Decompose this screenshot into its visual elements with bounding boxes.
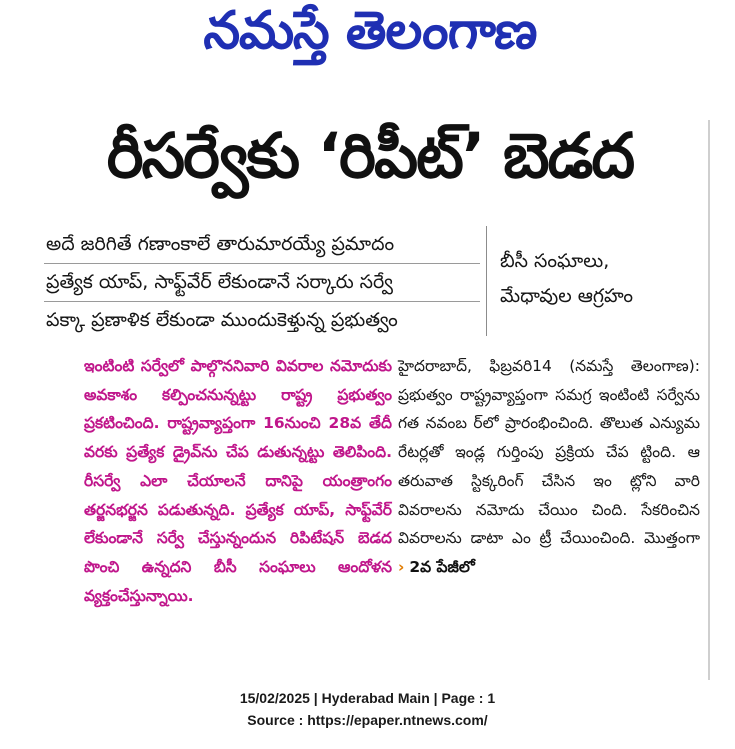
side-deck-line-2: మేధావుల ఆగ్రహం [500,285,634,307]
deck-line-2: ప్రత్యేక యాప్, సాఫ్ట్‌వేర్ లేకుండానే సర్కారు సర్వే [44,264,480,302]
article-headline: రీసర్వేకు ‘రిపీట్’ బెడద [106,119,634,192]
article-deck [44,226,480,339]
edition-info: 15/02/2025 | Hyderabad Main | Page : 1 [239,690,496,706]
continued-on-page-link[interactable] [398,558,475,576]
article-body [398,352,700,582]
source-link[interactable]: Source : https://epaper.ntnews.com/ [247,712,488,728]
deck-divider [486,226,487,336]
article-body-text: హైదరాబాద్, ఫిబ్రవరి14 (నమస్తే తెలంగాణ): ప్రభుత్వం రాష్ట్రవ్యాప్తంగా సమగ్ర ఇంటింటి సర్వేను గత నవంబ ర్‌లో ప్రారంభించింది. తొలుత ఎన్యుమ రేటర్లతో ఇండ్ల గుర్తింపు ప్రక్రియ చేప ట్టింది. ఆ తరువాత స్టిక్కరింగ్ చేసిన ఇం ట్లోని వారి వివరాలను నమోదు చేయిం చింది. సేకరించిన వివరాలను డాటా ఎం ట్రీ చేయించింది. మొత్తంగా [398,357,700,548]
highlight-paragraph: ఇంటింటి సర్వేలో పాల్గొననివారి వివరాల నమోదుకు అవకాశం కల్పించనున్నట్టు రాష్ట్ర ప్రభుత్వం ప్రకటించింది. రాష్ట్రవ్యాప్తంగా 16నుంచి 28వ తేదీ వరకు ప్రత్యేక డ్రైవ్‌ను చేప డుతున్నట్టు తెలిపింది. రీసర్వే ఎలా చేయాలనే దానిపై యంత్రాంగం తర్జనభర్జన పడుతున్నది. ప్రత్యేక యాప్, సాఫ్ట్‌వేర్ లేకుండానే సర్వే చేస్తున్నందున రిపిటేషన్ బెడద పొంచి ఉన్నదని బీసీ సంఘాలు ఆందోళన వ్యక్తంచేస్తున్నాయి. [84,357,392,605]
newspaper-masthead: నమస్తే తెలంగాణ [202,0,539,61]
continued-label: 2వ పేజీలో [409,557,475,576]
side-deck-line-1: బీసీ సంఘాలు, [500,250,610,272]
deck-line-1: అదే జరిగితే గణాంకాలే తారుమారయ్యే ప్రమాదం [44,226,480,264]
page-edge-line [708,120,710,680]
deck-line-3: పక్కా ప్రణాళిక లేకుండా ముందుకెళ్తున్న ప్రభుత్వం [46,309,398,331]
side-deck [500,244,700,314]
chevron-right-icon: › [398,557,405,576]
